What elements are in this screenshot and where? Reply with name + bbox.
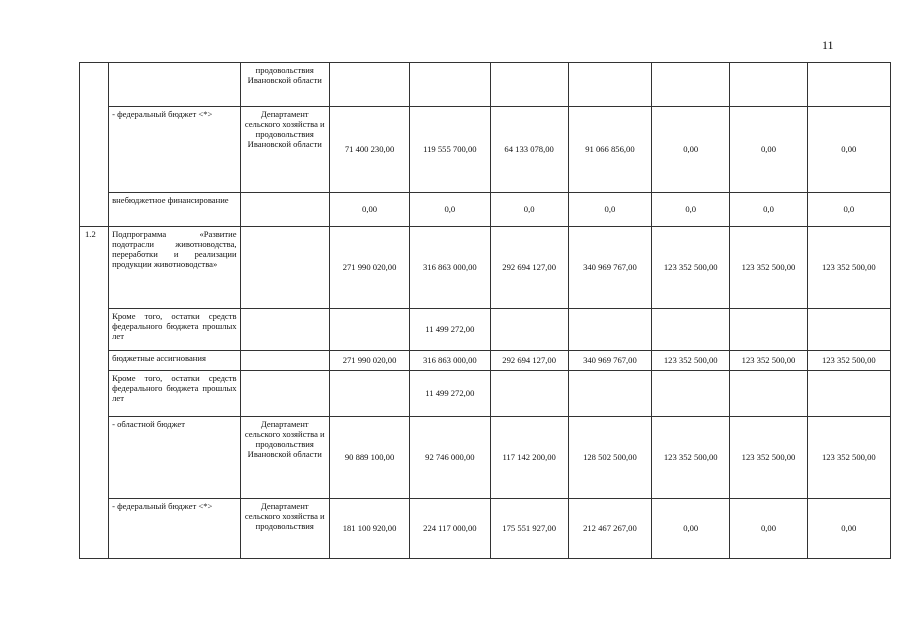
executor-cell xyxy=(240,309,329,351)
value-cell: 123 352 500,00 xyxy=(730,417,807,499)
value-cell: 71 400 230,00 xyxy=(329,107,409,193)
value-cell: 123 352 500,00 xyxy=(807,227,890,309)
value-cell: 123 352 500,00 xyxy=(652,227,730,309)
executor-cell xyxy=(240,193,329,227)
value-cell xyxy=(730,63,807,107)
value-cell xyxy=(730,371,807,417)
executor-cell: Департамент сельского хозяйства и продовольствия Ивановской области xyxy=(240,107,329,193)
table-row xyxy=(80,309,891,351)
value-cell: 123 352 500,00 xyxy=(652,351,730,371)
value-cell: 340 969 767,00 xyxy=(568,227,651,309)
description-cell: Подпрограмма «Развитие подотрасли животноводства, переработки и реализации продукции животноводства» xyxy=(109,227,240,309)
table-row xyxy=(80,63,891,107)
value-cell: 0,0 xyxy=(410,193,490,227)
table-row xyxy=(80,193,891,227)
value-cell: 0,00 xyxy=(652,499,730,559)
value-cell: 0,00 xyxy=(329,193,409,227)
value-cell: 123 352 500,00 xyxy=(807,351,890,371)
value-cell xyxy=(329,371,409,417)
description-cell: Кроме того, остатки средств федерального бюджета прошлых лет xyxy=(109,371,240,417)
value-cell: 123 352 500,00 xyxy=(730,351,807,371)
value-cell: 128 502 500,00 xyxy=(568,417,651,499)
value-cell: 0,00 xyxy=(730,107,807,193)
description-cell: - областной бюджет xyxy=(109,417,240,499)
executor-cell xyxy=(240,351,329,371)
description-cell: бюджетные ассигнования xyxy=(109,351,240,371)
value-cell: 224 117 000,00 xyxy=(410,499,490,559)
value-cell: 0,0 xyxy=(568,193,651,227)
value-cell: 0,00 xyxy=(807,499,890,559)
value-cell: 0,00 xyxy=(807,107,890,193)
value-cell: 175 551 927,00 xyxy=(490,499,568,559)
value-cell xyxy=(329,309,409,351)
value-cell: 92 746 000,00 xyxy=(410,417,490,499)
table-row xyxy=(80,499,891,559)
value-cell: 316 863 000,00 xyxy=(410,227,490,309)
value-cell xyxy=(490,63,568,107)
page-number: 11 xyxy=(822,38,834,52)
value-cell: 271 990 020,00 xyxy=(329,227,409,309)
value-cell: 340 969 767,00 xyxy=(568,351,651,371)
value-cell xyxy=(329,63,409,107)
value-cell xyxy=(652,63,730,107)
value-cell: 0,0 xyxy=(652,193,730,227)
value-cell: 117 142 200,00 xyxy=(490,417,568,499)
value-cell: 292 694 127,00 xyxy=(490,351,568,371)
value-cell xyxy=(730,309,807,351)
value-cell: 212 467 267,00 xyxy=(568,499,651,559)
value-cell xyxy=(652,371,730,417)
value-cell xyxy=(807,309,890,351)
value-cell: 64 133 078,00 xyxy=(490,107,568,193)
executor-cell xyxy=(240,227,329,309)
value-cell: 0,00 xyxy=(652,107,730,193)
value-cell: 316 863 000,00 xyxy=(410,351,490,371)
executor-cell: Департамент сельского хозяйства и продовольствия xyxy=(240,499,329,559)
row-number-cell xyxy=(80,63,109,227)
description-cell: внебюджетное финансирование xyxy=(109,193,240,227)
value-cell: 0,0 xyxy=(807,193,890,227)
value-cell xyxy=(490,309,568,351)
value-cell: 123 352 500,00 xyxy=(807,417,890,499)
table-row xyxy=(80,417,891,499)
executor-cell xyxy=(240,371,329,417)
value-cell: 119 555 700,00 xyxy=(410,107,490,193)
description-cell: Кроме того, остатки средств федерального бюджета прошлых лет xyxy=(109,309,240,351)
row-number-cell: 1.2 xyxy=(80,227,109,559)
table-row xyxy=(80,227,891,309)
value-cell: 292 694 127,00 xyxy=(490,227,568,309)
description-cell: - федеральный бюджет <*> xyxy=(109,499,240,559)
value-cell: 11 499 272,00 xyxy=(410,371,490,417)
value-cell xyxy=(568,371,651,417)
table-row xyxy=(80,107,891,193)
value-cell: 91 066 856,00 xyxy=(568,107,651,193)
executor-cell: Департамент сельского хозяйства и продовольствия Ивановской области xyxy=(240,417,329,499)
value-cell: 123 352 500,00 xyxy=(730,227,807,309)
value-cell: 90 889 100,00 xyxy=(329,417,409,499)
value-cell xyxy=(807,63,890,107)
description-cell: - федеральный бюджет <*> xyxy=(109,107,240,193)
value-cell xyxy=(652,309,730,351)
value-cell: 11 499 272,00 xyxy=(410,309,490,351)
value-cell: 181 100 920,00 xyxy=(329,499,409,559)
value-cell: 0,0 xyxy=(730,193,807,227)
value-cell xyxy=(410,63,490,107)
table-row xyxy=(80,371,891,417)
value-cell xyxy=(490,371,568,417)
description-cell xyxy=(109,63,240,107)
value-cell: 0,00 xyxy=(730,499,807,559)
table-row xyxy=(80,351,891,371)
value-cell xyxy=(568,309,651,351)
value-cell: 0,0 xyxy=(490,193,568,227)
value-cell: 123 352 500,00 xyxy=(652,417,730,499)
value-cell: 271 990 020,00 xyxy=(329,351,409,371)
value-cell xyxy=(568,63,651,107)
executor-cell: продовольствия Ивановской области xyxy=(240,63,329,107)
value-cell xyxy=(807,371,890,417)
budget-table xyxy=(79,62,891,559)
